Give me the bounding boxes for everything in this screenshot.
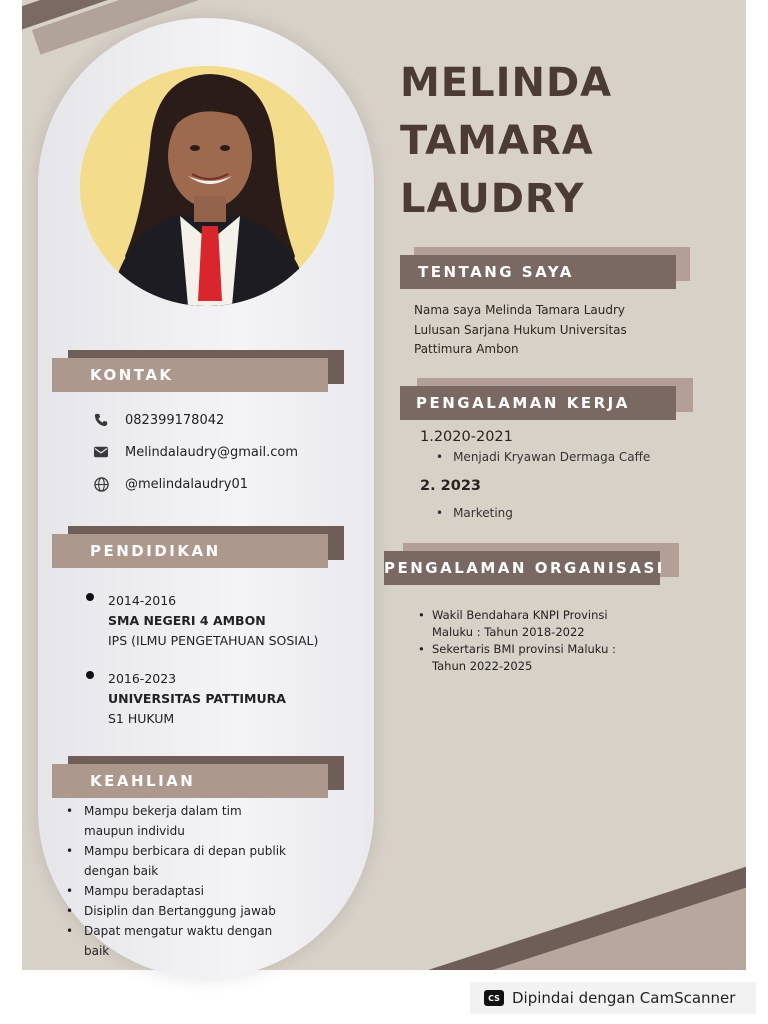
work-item-label: 2. 2023 [420, 478, 482, 494]
skill-item [66, 841, 316, 881]
contact-social [92, 475, 248, 493]
org-item [418, 607, 648, 641]
org-line: • Sekertaris BMI provinsi Maluku : [432, 642, 616, 656]
skill-line: • Mampu berbicara di depan publik [84, 844, 286, 858]
skills-title: KEAHLIAN [52, 764, 328, 798]
org-title: PENGALAMAN ORGANISASI [384, 551, 660, 585]
education-school: UNIVERSITAS PATTIMURA [108, 691, 286, 706]
skill-item [66, 801, 316, 841]
bullet-dot [86, 671, 94, 679]
education-school: SMA NEGERI 4 AMBON [108, 613, 266, 628]
about-text [414, 301, 674, 360]
skill-line: • Disiplin dan Bertanggung jawab [84, 904, 276, 918]
org-line: Maluku : Tahun 2018-2022 [432, 625, 585, 639]
name-line: MELINDA [400, 60, 613, 106]
camscanner-text: Dipindai dengan CamScanner [512, 989, 736, 1007]
skill-line: • Dapat mengatur waktu dengan [84, 924, 273, 938]
phone-number: 082399178042 [125, 412, 225, 428]
name-line: LAUDRY [400, 176, 585, 222]
org-list [418, 607, 648, 675]
skill-item [66, 921, 316, 961]
org-header [384, 543, 679, 577]
education-item [86, 669, 286, 729]
education-years: 2016-2023 [108, 671, 177, 686]
skill-item [66, 901, 316, 921]
education-title: PENDIDIKAN [52, 534, 328, 568]
skill-line: • Mampu beradaptasi [84, 884, 204, 898]
about-header [400, 247, 690, 281]
profile-photo [80, 66, 334, 306]
camscanner-watermark [470, 982, 756, 1014]
about-line: Pattimura Ambon [414, 342, 519, 356]
contact-header [52, 350, 344, 384]
skill-line: dengan baik [84, 864, 159, 878]
education-header [52, 526, 344, 560]
candidate-name [400, 54, 612, 228]
about-line: Lulusan Sarjana Hukum Universitas [414, 322, 627, 337]
about-title: TENTANG SAYA [400, 255, 676, 289]
education-degree: IPS (ILMU PENGETAHUAN SOSIAL) [108, 633, 319, 648]
contact-phone [92, 411, 224, 429]
work-item-detail: • Marketing [436, 506, 513, 520]
org-line: • Wakil Bendahara KNPI Provinsi [432, 608, 608, 622]
work-item-label: 1.2020-2021 [420, 429, 513, 445]
skills-header [52, 756, 344, 790]
skill-line: baik [84, 944, 110, 958]
contact-title: KONTAK [52, 358, 328, 392]
email-address: Melindalaudry@gmail.com [125, 444, 299, 460]
camscanner-logo: CS [484, 990, 504, 1006]
work-title: PENGALAMAN KERJA [400, 386, 676, 420]
mail-icon [92, 443, 110, 461]
globe-icon [92, 475, 110, 493]
name-line: TAMARA [400, 118, 594, 164]
work-header [400, 378, 693, 412]
contact-email [92, 443, 298, 461]
education-degree: S1 HUKUM [108, 711, 175, 726]
skill-line: • Mampu bekerja dalam tim [84, 804, 242, 818]
skill-item [66, 881, 316, 901]
bullet-dot [86, 593, 94, 601]
education-item [86, 591, 318, 651]
about-line: Nama saya Melinda Tamara Laudry [414, 303, 625, 317]
social-handle: @melindalaudry01 [125, 476, 248, 492]
org-line: Tahun 2022-2025 [432, 659, 533, 673]
work-item-detail: • Menjadi Kryawan Dermaga Caffe [436, 450, 650, 464]
education-years: 2014-2016 [108, 593, 177, 608]
phone-icon [92, 411, 110, 429]
skill-line: maupun individu [84, 824, 185, 838]
skills-list [66, 801, 316, 961]
org-item [418, 641, 648, 675]
